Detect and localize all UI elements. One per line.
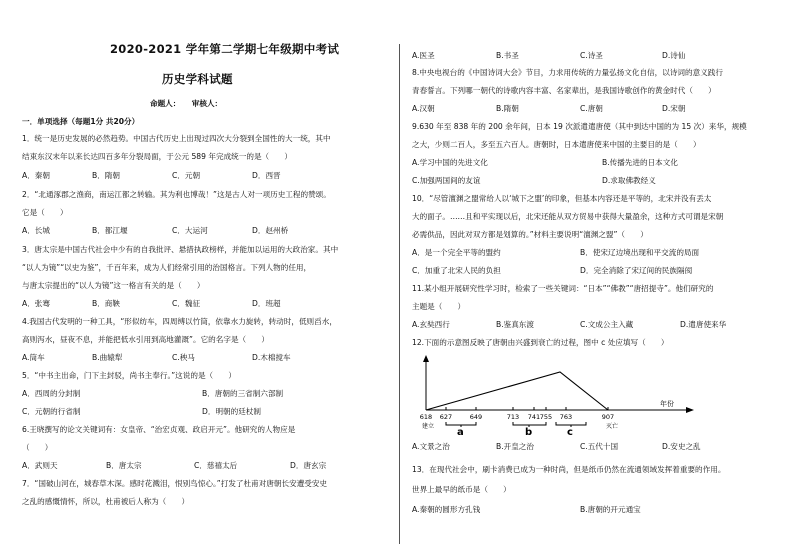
bracket-b [513,422,546,425]
option-d[interactable]: D．赵州桥 [252,226,289,235]
option-a[interactable]: A．是一个完全平等的盟约 [412,248,501,257]
option-d[interactable]: D.安史之乱 [662,442,701,451]
option-c[interactable]: C.唐朝 [580,104,603,113]
question-text: 大的面子。……且和平实现以后，北宋还能从双方贸易中获得大量盈余，这种方式可谓是宋朝 [412,212,724,221]
question-text: （ ） [22,443,53,452]
option-a[interactable]: A．张骞 [22,299,50,308]
option-a[interactable]: A.学习中国的先进文化 [412,158,488,167]
question-text: “以人为镜”“以史为鉴”，千百年来，成为人们经常引用的治国格言。下列人物的任用， [22,263,312,272]
option-c[interactable]: C.加强两国间的友谊 [412,176,481,185]
option-d[interactable]: D．班超 [252,299,281,308]
question-text: 13．在现代社会中，刷卡消费已成为一种时尚，但是纸币仍然在流通领域发挥着重要的作用。 [412,465,726,474]
tang-timeline-diagram [418,354,708,436]
year-label: 649 [469,413,483,421]
question-text: 之大，少则二百人，多至五六百人。唐朝时，日本遣唐使来中国的主要目的是（ ） [412,140,701,149]
question-text: 青春誓言。下列哪一朝代的诗歌内容丰富、名家辈出，是我国诗歌创作的黄金时代（ ） [412,86,716,95]
option-a[interactable]: A．武则天 [22,461,58,470]
byline: 命题人： 审核人： [150,99,223,108]
option-b[interactable]: B．商鞅 [92,299,120,308]
option-c[interactable]: C．元朝 [172,171,201,180]
axis-arrow-up-icon [423,355,429,362]
option-c[interactable]: C.五代十国 [580,442,619,451]
column-divider [399,44,400,544]
option-b[interactable]: B．使宋辽边境出现和平交流的局面 [580,248,700,257]
option-c[interactable]: C．大运河 [172,226,208,235]
option-d[interactable]: D.宋朝 [662,104,686,113]
question-text: 主题是（ ） [412,302,466,311]
option-a[interactable]: A.秦朝的圆形方孔钱 [412,505,481,514]
rise-fall-line [426,372,608,410]
year-label: 755 [539,413,553,421]
option-b[interactable]: B.鉴真东渡 [496,320,534,329]
option-a[interactable]: A．长城 [22,226,50,235]
option-a[interactable]: A.汉朝 [412,104,435,113]
question-text: 必需供品，因此对双方都是划算的。”材料主要说明“澶渊之盟”（ ） [412,230,648,239]
section-heading: 一．单项选择（每题1分 共20分） [22,117,140,126]
option-c[interactable]: C.诗圣 [580,51,603,60]
option-b[interactable]: B.隋朝 [496,104,519,113]
axis-label: 年份 [660,400,674,408]
question-text: 9.630 年至 838 年的 200 余年间，日本 19 次派遣遣唐使（其中到达中国的为 15 次）来华，规模 [412,122,747,131]
option-b[interactable]: B.书圣 [496,51,519,60]
question-text: 8.中央电视台的《中国诗词大会》节目，力求用传统的力量弘扬文化自信，以诗词的意义践行 [412,68,723,77]
option-a[interactable]: A.筒车 [22,353,45,362]
question-text: 高则泻水，昼夜不息，并能把低水引用到高地灌溉”。它的名字是（ ） [22,335,269,344]
option-b[interactable]: B.开皇之治 [496,442,534,451]
exam-title: 2020-2021 学年第二学期七年级期中考试 [110,42,340,56]
option-b[interactable]: B．隋朝 [92,171,120,180]
option-d[interactable]: D.木棉搅车 [252,353,291,362]
question-text: 2．“北通涿郡之渔商，南运江都之转输。其为利也博哉！”这是古人对一项历史工程的赞颂。 [22,190,331,199]
option-a[interactable]: A．秦朝 [22,171,50,180]
bracket-label-b: b [525,427,533,436]
option-a[interactable]: A.玄奘西行 [412,320,450,329]
question-text: 5．“中书主出命，门下主封驳，尚书主奉行。”这说的是（ ） [22,371,236,380]
question-text: 1．统一是历史发展的必然趋势。中国古代历史上出现过四次大分裂到全国性的大一统，其中 [22,134,331,143]
question-text: 与唐太宗提出的“以人为镜”这一格言有关的是（ ） [22,281,205,290]
option-c[interactable]: C．慈禧太后 [194,461,238,470]
end-label: 灭亡 [606,423,619,430]
question-text: 12.下面的示意图反映了唐朝由兴盛到衰亡的过程，图中 c 处应填写（ ） [412,338,669,347]
year-label: 713 [506,413,520,421]
option-a[interactable]: A.医圣 [412,51,435,60]
option-d[interactable]: D．明朝的廷杖制 [202,407,262,416]
year-label: 741 [527,413,541,421]
bracket-label-c: c [567,427,573,436]
option-a[interactable]: A.文景之治 [412,442,450,451]
year-label: 627 [439,413,453,421]
option-b[interactable]: B．唐朝的三省制六部制 [202,389,284,398]
option-b[interactable]: B．唐太宗 [106,461,142,470]
axis-arrow-right-icon [686,407,694,413]
bracket-a [446,422,476,425]
option-b[interactable]: B．都江堰 [92,226,128,235]
start-label: 建立 [422,423,435,430]
bracket-c [556,422,586,425]
option-b[interactable]: B.传播先进的日本文化 [602,158,678,167]
year-label: 907 [601,413,615,421]
option-d[interactable]: D.求取佛教经义 [602,176,656,185]
question-text: 10．“尽管澶渊之盟常给人以‘城下之盟’的印象，但基本内容还是平等的，北宋并没有丢太 [412,194,712,203]
year-label: 763 [559,413,573,421]
exam-subtitle: 历史学科试题 [162,72,233,86]
left-column [22,0,394,560]
option-d[interactable]: D.诗仙 [662,51,686,60]
question-text: 结束东汉末年以来长达四百多年分裂局面，于公元 589 年完成统一的是（ ） [22,152,292,161]
option-c[interactable]: C．魏征 [172,299,201,308]
option-c[interactable]: C.秧马 [172,353,195,362]
option-d[interactable]: D．完全消除了宋辽间的民族隔阂 [580,266,693,275]
option-c[interactable]: C．元朝的行省制 [22,407,81,416]
question-text: 11.某小组开展研究性学习时，检索了一些关键词：“日本”“佛教”“唐招提寺”。他们研究的 [412,284,714,293]
question-text: 4.我国古代发明的一种工具，“形似纺车，四周缚以竹筒，依靠水力旋转，转动时，低则舀水， [22,317,337,326]
option-b[interactable]: B.唐朝的开元通宝 [580,505,641,514]
question-text: 世界上最早的纸币是（ ） [412,485,511,494]
year-label: 618 [419,413,433,421]
question-text: 7．“国破山河在，城春草木深。感时花溅泪，恨别鸟惊心。”打发了杜甫对唐朝长安遭受安史 [22,479,328,488]
option-d[interactable]: D．唐玄宗 [290,461,327,470]
question-text: 6.王晓撰写的论文关键词有：女皇帝、“治宏贞观、政启开元”。他研究的人物应是 [22,425,296,434]
right-column [412,0,784,560]
option-d[interactable]: D.遣唐使来华 [680,320,727,329]
option-c[interactable]: C．加重了北宋人民的负担 [412,266,501,275]
question-text: 之乱的感慨情怀，所以，杜甫被后人称为（ ） [22,497,190,506]
option-c[interactable]: C.文成公主入藏 [580,320,634,329]
option-d[interactable]: D．西晋 [252,171,281,180]
question-text: 3．唐太宗是中国古代社会中少有的自我批评、悬措执政榜样，并能加以运用的大政治家。其中 [22,245,339,254]
question-text: 它是（ ） [22,208,68,217]
option-a[interactable]: A．西周的分封制 [22,389,81,398]
option-b[interactable]: B.曲辕犁 [92,353,123,362]
bracket-label-a: a [457,427,464,436]
